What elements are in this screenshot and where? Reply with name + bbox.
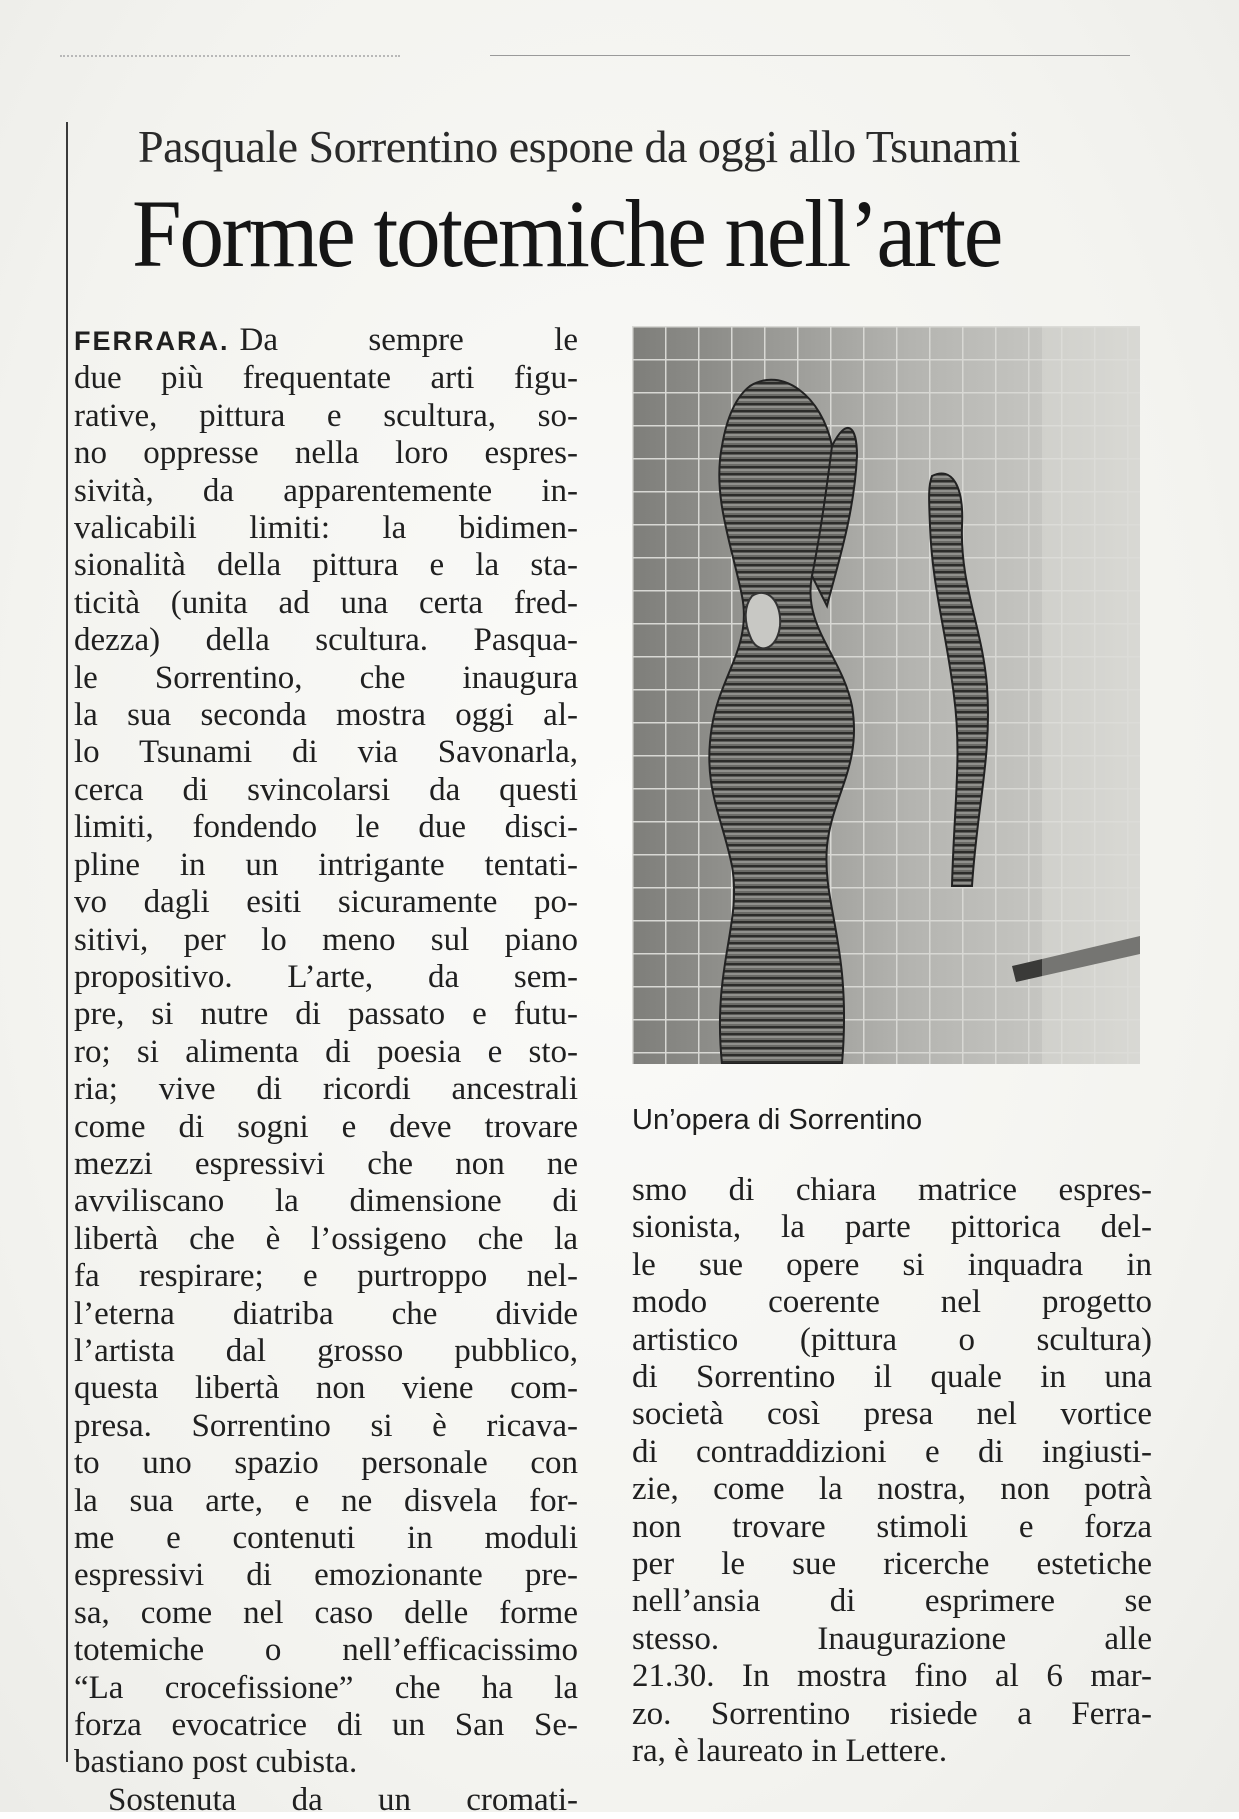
body-line: no oppresse nella loro espres- — [74, 435, 578, 472]
body-line: zie, come la nostra, non potrà — [632, 1471, 1152, 1508]
artwork-photo — [632, 326, 1140, 1064]
article-kicker: Pasquale Sorrentino espone da oggi allo Tsunami — [138, 121, 1021, 172]
column-divider-rule — [66, 122, 68, 1762]
body-line: sionalità della pittura e la sta- — [74, 547, 578, 584]
body-line: presa. Sorrentino si è ricava- — [74, 1407, 578, 1444]
article-body-left-column — [74, 322, 578, 1819]
top-border-rule — [490, 55, 1130, 56]
body-line: la sua arte, e ne disvela for- — [74, 1482, 578, 1519]
body-line: nell’ansia di esprimere se — [632, 1583, 1152, 1620]
body-line: to uno spazio personale con — [74, 1445, 578, 1482]
body-line: sionista, la parte pittorica del- — [632, 1209, 1152, 1246]
body-line: per le sue ricerche estetiche — [632, 1546, 1152, 1583]
body-line: pre, si nutre di passato e futu- — [74, 996, 578, 1033]
body-line: pline in un intrigante tentati- — [74, 846, 578, 883]
body-line: la sua seconda mostra oggi al- — [74, 697, 578, 734]
body-line: l’eterna diatriba che divide — [74, 1295, 578, 1332]
body-line: di contraddizioni e di ingiusti- — [632, 1433, 1152, 1470]
body-line: me e contenuti in moduli — [74, 1520, 578, 1556]
body-line: smo di chiara matrice espres- — [632, 1172, 1152, 1208]
body-line: le Sorrentino, che inaugura — [74, 659, 578, 696]
body-line: artistico (pittura o scultura) — [632, 1321, 1152, 1358]
body-line: FERRARA. Da sempre le — [74, 322, 578, 358]
dateline: FERRARA. — [74, 326, 230, 356]
body-line: fa respirare; e purtroppo nel- — [74, 1258, 578, 1295]
photo-caption: Un’opera di Sorrentino — [632, 1104, 923, 1136]
body-line: bastiano post cubista. — [74, 1744, 358, 1781]
body-line: non trovare stimoli e forza — [632, 1508, 1152, 1545]
body-line: avviliscano la dimensione di — [74, 1183, 578, 1220]
body-line: dezza) della scultura. Pasqua- — [74, 622, 578, 659]
body-line: le sue opere si inquadra in — [632, 1246, 1152, 1283]
body-line: modo coerente nel progetto — [632, 1284, 1152, 1321]
body-line: libertà che è l’ossigeno che la — [74, 1220, 578, 1257]
top-border-rule — [60, 55, 400, 57]
body-line: l’artista dal grosso pubblico, — [74, 1332, 578, 1369]
body-line: zo. Sorrentino risiede a Ferra- — [632, 1695, 1152, 1732]
body-line: ria; vive di ricordi ancestrali — [74, 1071, 578, 1108]
sculpture-hole — [746, 593, 780, 648]
body-line: ro; si alimenta di poesia e sto- — [74, 1033, 578, 1070]
body-line: ra, è laureato in Lettere. — [632, 1733, 948, 1770]
body-line: limiti, fondendo le due disci- — [74, 809, 578, 846]
article-headline: Forme totemiche nell’arte — [132, 180, 1002, 287]
body-line: 21.30. In mostra fino al 6 mar- — [632, 1658, 1152, 1695]
body-line: Sostenuta da un cromati- — [108, 1781, 578, 1818]
body-line: vo dagli esiti sicuramente po- — [74, 884, 578, 921]
body-line: totemiche o nell’efficacissimo — [74, 1632, 578, 1669]
body-line: espressivi di emozionante pre- — [74, 1557, 578, 1594]
body-line: cerca di svincolarsi da questi — [74, 771, 578, 808]
body-line: società così presa nel vortice — [632, 1396, 1152, 1433]
body-line: sività, da apparentemente in- — [74, 472, 578, 509]
body-line: “La crocefissione” che ha la — [74, 1669, 578, 1706]
body-line: di Sorrentino il quale in una — [632, 1359, 1152, 1396]
body-line: sitivi, per lo meno sul piano — [74, 921, 578, 958]
body-line: lo Tsunami di via Savonarla, — [74, 734, 578, 771]
body-line: sa, come nel caso delle forme — [74, 1594, 578, 1631]
body-line: questa libertà non viene com- — [74, 1370, 578, 1407]
body-line: valicabili limiti: la bidimen- — [74, 510, 578, 547]
body-line: ticità (unita ad una certa fred- — [74, 584, 578, 621]
body-line: rative, pittura e scultura, so- — [74, 397, 578, 434]
article-body-right-column — [632, 1172, 1152, 1771]
body-line: propositivo. L’arte, da sem- — [74, 958, 578, 995]
body-line: due più frequentate arti figu- — [74, 360, 578, 397]
body-line: forza evocatrice di un San Se- — [74, 1707, 578, 1744]
body-line: mezzi espressivi che non ne — [74, 1145, 578, 1182]
body-line: stesso. Inaugurazione alle — [632, 1620, 1152, 1657]
body-line: come di sogni e deve trovare — [74, 1108, 578, 1145]
